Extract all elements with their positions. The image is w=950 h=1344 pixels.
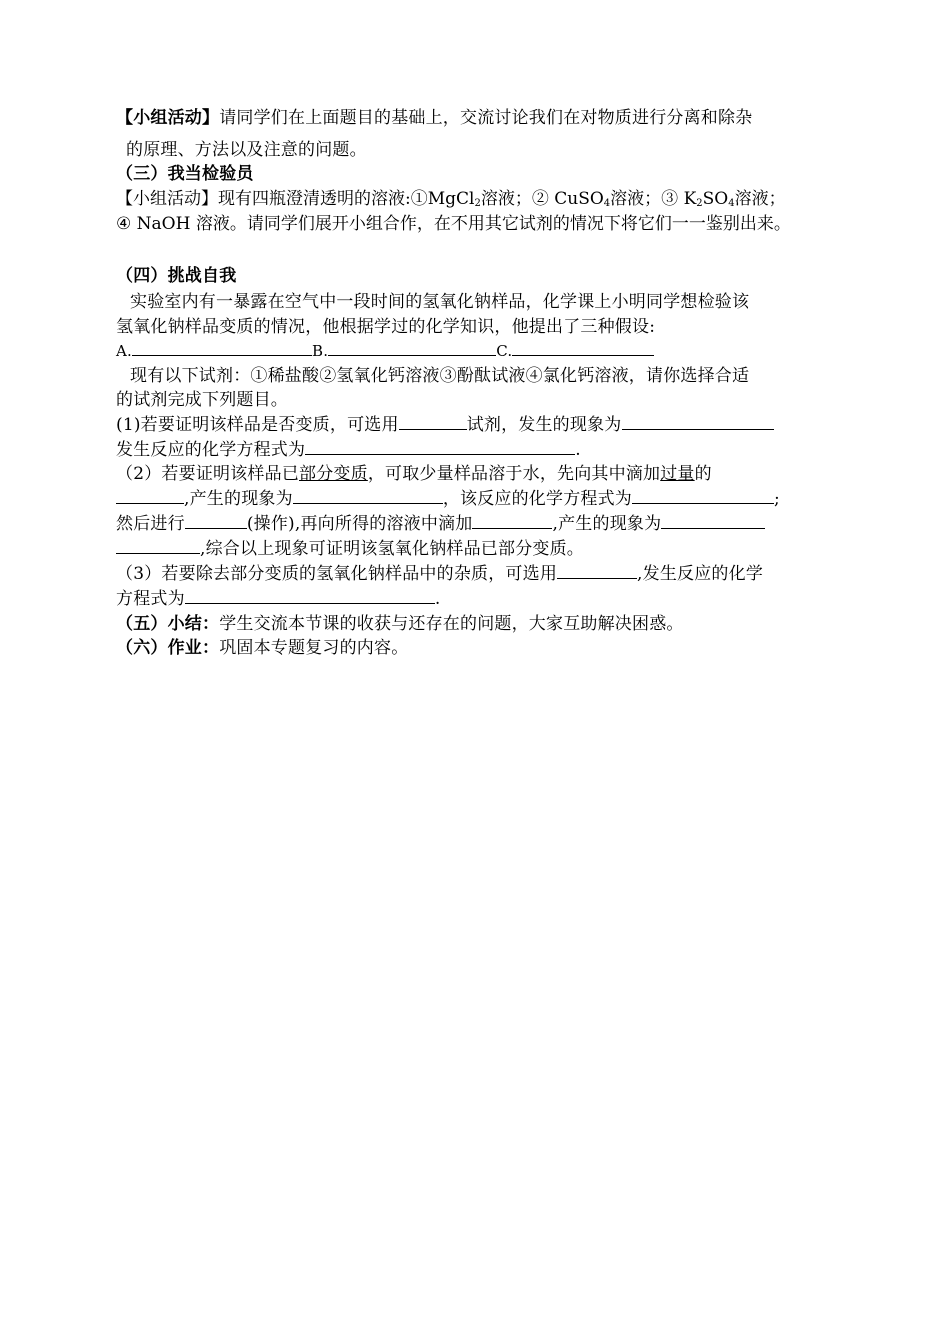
section-5-text: 学生交流本节课的收获与还存在的问题，大家互助解决困惑。 <box>219 614 684 634</box>
section-4-heading: （四）挑战自我 <box>116 266 237 286</box>
section-4-intro-1: 实验室内有一暴露在空气中一段时间的氢氧化钠样品，化学课上小明同学想检验该 <box>130 292 750 312</box>
section-3-heading: （三）我当检验员 <box>116 164 254 184</box>
q3-equation-blank[interactable] <box>185 588 435 604</box>
underlined-excess: 过量 <box>660 464 695 484</box>
question-3-text: （3）若要除去部分变质的氢氧化钠样品中的杂质，可选用 <box>116 564 558 584</box>
q2-equation-blank[interactable] <box>632 488 774 504</box>
section-5-heading: （五）小结： <box>116 614 220 634</box>
activity-label: 【小组活动】 <box>116 189 218 209</box>
hypothesis-a-label: A. <box>116 342 133 360</box>
question-2-line-1 <box>116 463 712 485</box>
question-2-line-3 <box>116 513 765 535</box>
q1-equation-blank[interactable] <box>305 439 575 455</box>
group-activity-line-2 <box>126 139 367 161</box>
question-1-text: 发生反应的化学方程式为 <box>116 440 306 460</box>
semicolon: ; <box>774 489 780 509</box>
section-3-line-2: ④ NaOH 溶液。请同学们展开小组合作，在不用其它试剂的情况下将它们一一鉴别出来。 <box>116 214 791 234</box>
period: . <box>575 440 581 460</box>
section-6-line <box>116 637 408 659</box>
question-3-text: ,发生反应的化学 <box>637 564 764 584</box>
period: . <box>434 589 441 609</box>
subscript: 2 <box>474 198 481 209</box>
hypothesis-b-label: B. <box>312 342 329 360</box>
question-2-text: ,产生的现象为 <box>552 514 662 534</box>
q1-phenomenon-blank[interactable] <box>622 414 774 430</box>
question-3-line-2 <box>116 588 440 610</box>
question-2-text: 的 <box>694 464 712 484</box>
solution-list-text: SO <box>702 189 729 209</box>
question-1-line-2 <box>116 439 581 461</box>
group-activity-text: 请同学们在上面题目的基础上，交流讨论我们在对物质进行分离和除杂 <box>219 108 753 128</box>
q2-phenomenon-blank[interactable] <box>293 488 443 504</box>
solution-list-text: 现有四瓶澄清透明的溶液:①MgCl <box>218 189 475 209</box>
reagents-line-2: 的试剂完成下列题目。 <box>116 390 288 410</box>
solution-list-text: 溶液； <box>734 189 786 209</box>
q2-reagent-blank[interactable] <box>116 488 184 504</box>
question-2-line-2 <box>116 488 780 510</box>
hypothesis-c-blank[interactable] <box>512 340 654 356</box>
q2-operation-blank[interactable] <box>185 513 247 529</box>
group-activity-line-1 <box>116 107 752 129</box>
group-activity-text-2: 的原理、方法以及注意的问题。 <box>126 140 367 160</box>
hypotheses-line <box>116 340 654 362</box>
reagents-line-1: 现有以下试剂：①稀盐酸②氢氧化钙溶液③酚酞试液④氯化钙溶液，请你选择合适 <box>130 366 750 386</box>
question-2-text: （2）若要证明该样品已 <box>116 464 300 484</box>
question-1-text: (1)若要证明该样品是否变质，可选用 <box>116 415 399 435</box>
question-1-text: 试剂，发生的现象为 <box>466 415 622 435</box>
question-2-text: 然后进行 <box>116 514 185 534</box>
question-1-line-1 <box>116 414 774 436</box>
section-5-line <box>116 613 684 635</box>
hypothesis-b-blank[interactable] <box>328 340 496 356</box>
q2-second-phenomenon-blank[interactable] <box>661 513 765 529</box>
question-2-text: ，可取少量样品溶于水，先向其中滴加 <box>367 464 661 484</box>
hypothesis-a-blank[interactable] <box>132 340 312 356</box>
section-3-line-1 <box>116 188 786 215</box>
question-2-line-4 <box>116 538 584 560</box>
section-6-heading: （六）作业： <box>116 638 220 658</box>
question-2-text: (操作),再向所得的溶液中滴加 <box>246 514 473 534</box>
subscript: 2 <box>696 198 703 209</box>
underlined-partial-deterioration: 部分变质 <box>299 464 368 484</box>
q1-reagent-blank[interactable] <box>399 414 467 430</box>
question-2-text: ，该反应的化学方程式为 <box>442 489 633 509</box>
question-2-text: ,产生的现象为 <box>184 489 293 509</box>
section-4-intro-2: 氢氧化钠样品变质的情况，他根据学过的化学知识，他提出了三种假设: <box>116 317 656 337</box>
question-3-line-1 <box>116 563 763 585</box>
subscript: 4 <box>728 198 735 209</box>
question-3-text: 方程式为 <box>116 589 185 609</box>
q2-second-phenomenon-blank-cont[interactable] <box>116 538 200 554</box>
q3-reagent-blank[interactable] <box>557 563 637 579</box>
subscript: 4 <box>603 198 611 209</box>
solution-list-text: 溶液；② CuSO <box>480 189 604 209</box>
solution-list-text: 溶液；③ K <box>610 189 697 209</box>
section-6-text: 巩固本专题复习的内容。 <box>219 638 409 658</box>
hypothesis-c-label: C. <box>496 342 513 360</box>
group-activity-label: 【小组活动】 <box>116 108 220 128</box>
q2-second-reagent-blank[interactable] <box>472 513 552 529</box>
question-2-text: ,综合以上现象可证明该氢氧化钠样品已部分变质。 <box>200 539 585 559</box>
